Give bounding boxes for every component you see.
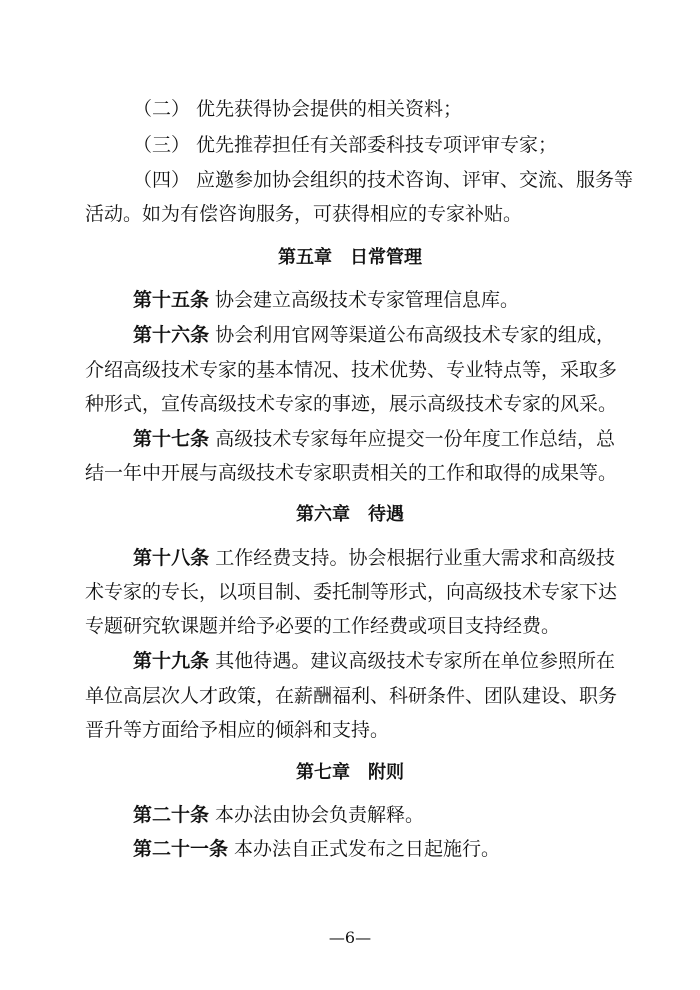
chapter-6-heading: 第六章 待遇 [296,504,404,525]
article-17-text-1: 高级技术专家每年应提交一份年度工作总结，总 [209,428,615,450]
article-20-label: 第二十条 [133,804,210,826]
article-16-label: 第十六条 [133,324,210,346]
article-18-line-2: 术专家的专长，以项目制、委托制等形式，向高级技术专家下达 [85,581,618,603]
page-number: —6— [328,928,372,947]
item-4-line-1: （四） 应邀参加协会组织的技术咨询、评审、交流、服务等 [133,169,634,191]
article-18-line-1 [133,546,615,570]
article-20-text: 本办法由协会负责解释。 [209,804,425,826]
article-21 [133,837,615,861]
article-15 [133,288,615,312]
article-19-text-1: 其他待遇。建议高级技术专家所在单位参照所在 [209,650,615,672]
item-3: （三） 优先推荐担任有关部委科技专项评审专家； [133,134,558,156]
chapter-7-heading: 第七章 附则 [296,762,404,783]
article-18-line-3: 专题研究软课题并给予必要的工作经费或项目支持经费。 [85,615,561,637]
article-20 [133,803,615,827]
article-16-line-1 [133,323,615,347]
article-16-line-3: 种形式，宣传高级技术专家的事迹，展示高级技术专家的风采。 [85,393,618,415]
article-17-line-1 [133,427,615,451]
article-16-line-2: 介绍高级技术专家的基本情况、技术优势、专业特点等，采取多 [85,359,618,381]
article-21-label: 第二十一条 [133,838,229,860]
article-18-label: 第十八条 [133,547,210,569]
article-15-label: 第十五条 [133,289,210,311]
article-21-text: 本办法自正式发布之日起施行。 [228,838,501,860]
item-4-line-2: 活动。如为有偿咨询服务，可获得相应的专家补贴。 [85,203,523,225]
article-19-label: 第十九条 [133,650,210,672]
article-19-line-1 [133,649,615,673]
item-2: （二） 优先获得协会提供的相关资料； [133,98,463,120]
article-19-line-3: 晋升等方面给予相应的倾斜和支持。 [85,719,390,741]
article-17-label: 第十七条 [133,428,210,450]
chapter-5-heading: 第五章 日常管理 [278,247,422,268]
article-17-line-2: 结一年中开展与高级技术专家职责相关的工作和取得的成果等。 [85,462,618,484]
article-15-text: 协会建立高级技术专家管理信息库。 [209,289,520,311]
article-18-text-1: 工作经费支持。协会根据行业重大需求和高级技 [209,547,615,569]
article-16-text-1: 协会利用官网等渠道公布高级技术专家的组成， [209,324,615,346]
article-19-line-2: 单位高层次人才政策，在薪酬福利、科研条件、团队建设、职务 [85,685,618,707]
